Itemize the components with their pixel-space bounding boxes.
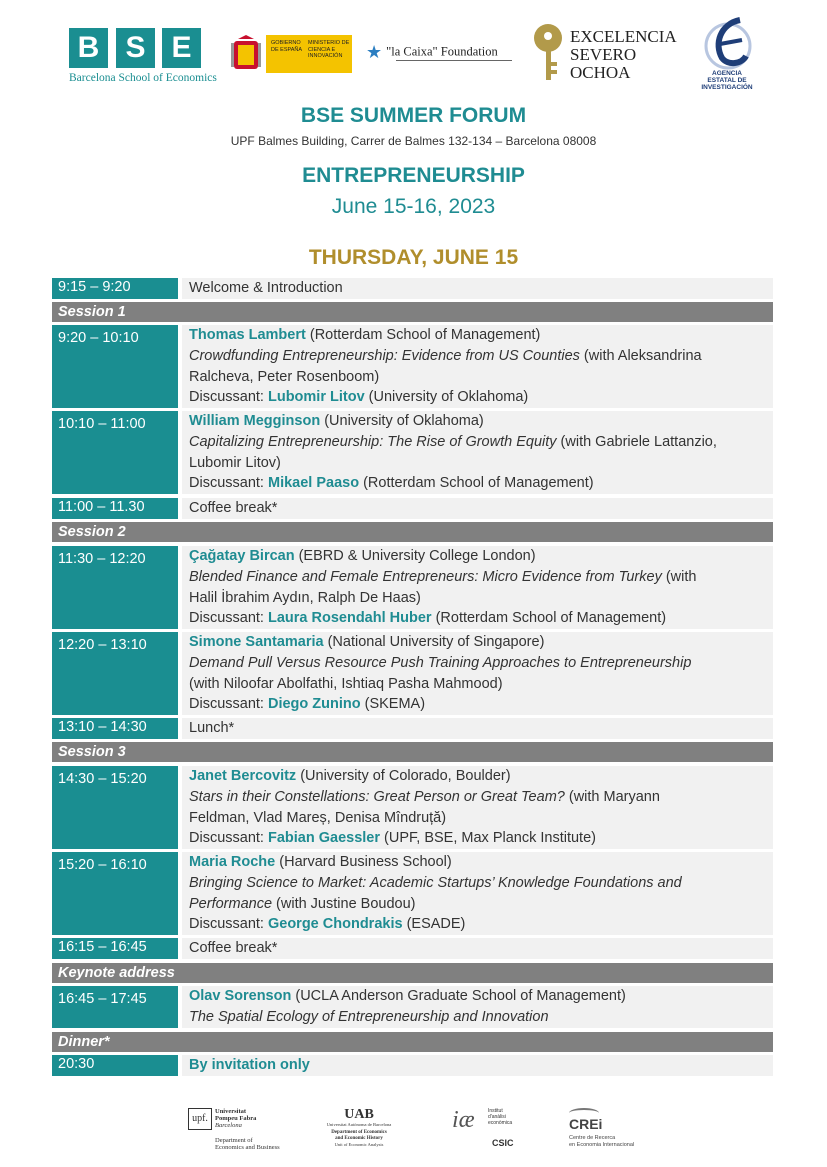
session-header-2: Session 2	[52, 522, 773, 542]
speaker-name: Janet Bercovitz	[189, 768, 297, 784]
star-icon: ★	[366, 42, 383, 62]
severo-line-3: OCHOA	[570, 63, 631, 82]
content-cell	[182, 852, 773, 935]
discussant-affiliation: (Rotterdam School of Management)	[431, 610, 667, 627]
dinner-row	[52, 1055, 773, 1076]
time-cell: 11:30 – 12:20	[52, 546, 178, 629]
lacaixa-text: "la Caixa" Foundation	[386, 44, 498, 59]
crei-line-2: en Economia Internacional	[569, 1141, 635, 1148]
discussant-name: George Chondrakis	[267, 916, 403, 933]
coauthors: (with Gabriele Lattanzio,	[556, 433, 717, 450]
paper-title: The Spatial Ecology of Entrepreneurship and Innovation	[189, 1008, 549, 1025]
session-header-1: Session 1	[52, 302, 773, 322]
time-cell: 12:20 – 13:10	[52, 632, 178, 715]
discussant-name: Lubomir Litov	[267, 389, 365, 406]
content-cell	[182, 766, 773, 849]
uab-line-4: Unit of Economic Analysis	[334, 1141, 384, 1147]
crei-mark: CREi	[569, 1116, 603, 1132]
coauthors: (with Justine Boudou)	[272, 895, 416, 912]
forum-title: BSE SUMMER FORUM	[300, 104, 527, 127]
lunch-text: Lunch*	[189, 720, 235, 736]
bse-letter-b: B	[69, 28, 108, 68]
speaker-name: William Megginson	[189, 413, 321, 429]
aei-line-3: INVESTIGACIÓN	[701, 84, 753, 91]
content-cell	[182, 986, 773, 1028]
welcome-text: Welcome & Introduction	[189, 280, 343, 296]
paper-title: Capitalizing Entrepreneurship: The Rise of Growth Equity	[189, 433, 557, 450]
schedule-row-lunch	[52, 718, 773, 739]
csic-label: CSIC	[492, 1138, 514, 1148]
content-cell	[182, 1055, 773, 1076]
dinner-header: Dinner*	[52, 1032, 773, 1052]
discussant-name: Laura Rosendahl Huber	[267, 610, 432, 627]
speaker-affiliation: (UCLA Anderson Graduate School of Management)	[291, 988, 626, 1004]
speaker-name: Olav Sorenson	[189, 988, 292, 1004]
aei-line-1: AGENCIA	[712, 70, 742, 77]
upf-logo	[188, 1108, 288, 1154]
discussant-name: Fabian Gaessler	[267, 830, 381, 847]
content-cell	[182, 546, 773, 629]
speaker-affiliation: (Harvard Business School)	[275, 854, 452, 870]
key-icon	[532, 22, 564, 89]
coauthors: (with	[661, 568, 697, 585]
talk-row	[52, 766, 773, 849]
topic-title: ENTREPRENEURSHIP	[302, 164, 525, 187]
talk-row	[52, 852, 773, 935]
gov-left-text: GOBIERNO DE ESPAÑA	[271, 40, 303, 53]
uab-line-2: Department of Economics	[331, 1129, 387, 1135]
speaker-name: Simone Santamaria	[189, 634, 324, 650]
speaker-affiliation: (University of Colorado, Boulder)	[296, 768, 511, 784]
time-cell: 16:15 – 16:45	[52, 938, 178, 959]
time-cell: 16:45 – 17:45	[52, 986, 178, 1028]
discussant-affiliation: (Rotterdam School of Management)	[359, 475, 594, 492]
crei-logo	[569, 1108, 649, 1152]
discussant-label: Discussant:	[189, 916, 268, 933]
discussant-label: Discussant:	[189, 610, 268, 627]
upf-line-5: Economics and Business	[215, 1144, 280, 1151]
severo-line-1: EXCELENCIA	[570, 27, 677, 46]
uab-logo	[316, 1108, 402, 1154]
talk-row	[52, 325, 773, 408]
discussant-label: Discussant:	[189, 830, 268, 847]
uab-line-1: Universitat Autònoma de Barcelona	[326, 1122, 392, 1127]
time-cell: 20:30	[52, 1055, 178, 1076]
break-text: Coffee break*	[189, 500, 278, 516]
discussant-name: Diego Zunino	[267, 696, 361, 713]
session-header-3: Session 3	[52, 742, 773, 762]
speaker-name: Çağatay Bircan	[189, 548, 295, 564]
severo-line-2: SEVERO	[570, 45, 637, 64]
discussant-affiliation: (ESADE)	[402, 916, 466, 933]
speaker-name: Thomas Lambert	[189, 327, 306, 343]
uab-mark: UAB	[344, 1107, 374, 1122]
paper-title: Crowdfunding Entrepreneurship: Evidence from US Counties	[189, 347, 580, 364]
bse-letter-s: S	[116, 28, 155, 68]
aei-e-icon	[700, 14, 756, 76]
talk-row	[52, 411, 773, 494]
gobierno-logo	[226, 35, 352, 73]
break-text: Coffee break*	[189, 940, 278, 956]
upf-line-3: Barcelona	[215, 1122, 242, 1129]
talk-row	[52, 632, 773, 715]
coauthors-cont: Lubomir Litov)	[189, 454, 281, 471]
iae-line-2: d'anàlisi	[488, 1114, 506, 1120]
coauthors-cont: Feldman, Vlad Mareș, Denisa Mîndruță)	[189, 809, 447, 826]
discussant-name: Mikael Paaso	[267, 475, 360, 492]
paper-title: Demand Pull Versus Resource Push Training Approaches to Entrepreneurship	[189, 654, 692, 671]
speaker-affiliation: (EBRD & University College London)	[294, 548, 536, 564]
time-cell: 15:20 – 16:10	[52, 852, 178, 935]
content-cell	[182, 632, 773, 715]
schedule-row-coffee	[52, 498, 773, 519]
iae-line-3: econòmica	[488, 1120, 513, 1126]
content-cell	[182, 718, 773, 739]
lacaixa-underline	[396, 60, 512, 61]
coauthors-cont: (with Niloofar Abolfathi, Ishtiaq Pasha Mahmood)	[189, 675, 503, 692]
time-cell: 13:10 – 14:30	[52, 718, 178, 739]
discussant-affiliation: (University of Oklahoma)	[364, 389, 529, 406]
iae-line-1: Institut	[488, 1108, 503, 1114]
content-cell	[182, 498, 773, 519]
speaker-affiliation: (Rotterdam School of Management)	[305, 327, 541, 343]
severo-ochoa-logo	[570, 28, 677, 82]
event-dates: June 15-16, 2023	[331, 195, 496, 218]
content-cell	[182, 938, 773, 959]
upf-mark: upf.	[188, 1108, 212, 1130]
content-cell	[182, 325, 773, 408]
schedule-row-coffee	[52, 938, 773, 959]
time-cell: 11:00 – 11.30	[52, 498, 178, 519]
time-cell: 9:20 – 10:10	[52, 325, 178, 408]
time-cell: 14:30 – 15:20	[52, 766, 178, 849]
bse-subtitle: Barcelona School of Economics	[69, 72, 217, 84]
content-cell	[182, 411, 773, 494]
venue-address: UPF Balmes Building, Carrer de Balmes 132-134 – Barcelona 08008	[230, 134, 597, 148]
discussant-label: Discussant:	[189, 475, 268, 492]
speaker-affiliation: (University of Oklahoma)	[320, 413, 484, 429]
keynote-header: Keynote address	[52, 963, 773, 983]
paper-title: Blended Finance and Female Entrepreneurs: Micro Evidence from Turkey	[189, 568, 662, 585]
time-cell: 9:15 – 9:20	[52, 278, 178, 299]
upf-line-2: Pompeu Fabra	[215, 1115, 257, 1122]
paper-title: Stars in their Constellations: Great Person or Great Team?	[189, 788, 565, 805]
speaker-name: Maria Roche	[189, 854, 276, 870]
discussant-affiliation: (SKEMA)	[360, 696, 426, 713]
uab-line-3: and Economic History	[335, 1135, 383, 1141]
schedule-row-welcome	[52, 278, 773, 299]
coauthors-cont: Halil İbrahim Aydın, Ralph De Haas)	[189, 589, 421, 606]
time-cell: 10:10 – 11:00	[52, 411, 178, 494]
crei-line-1: Centre de Recerca	[569, 1135, 616, 1141]
aei-line-2: ESTATAL DE	[707, 77, 747, 84]
discussant-label: Discussant:	[189, 696, 268, 713]
coauthors-cont: Ralcheva, Peter Rosenboom)	[189, 368, 380, 385]
discussant-affiliation: (UPF, BSE, Max Planck Institute)	[380, 830, 596, 847]
bse-letter-e: E	[162, 28, 201, 68]
talk-row	[52, 546, 773, 629]
coauthors: (with Aleksandrina	[579, 347, 702, 364]
paper-title: Bringing Science to Market: Academic Startups’ Knowledge Foundations and	[189, 874, 682, 891]
day-heading: THURSDAY, JUNE 15	[308, 246, 519, 269]
speaker-affiliation: (National University of Singapore)	[323, 634, 545, 650]
gov-right-text: MINISTERIO DE CIENCIA E INNOVACIÓN	[308, 40, 350, 59]
dinner-text: By invitation only	[189, 1057, 310, 1073]
iae-csic-logo	[452, 1106, 522, 1150]
coauthors: (with Maryann	[564, 788, 660, 805]
upf-line-1: Universitat	[215, 1108, 247, 1115]
keynote-row	[52, 986, 773, 1028]
discussant-label: Discussant:	[189, 389, 268, 406]
paper-title-cont: Performance	[189, 895, 273, 912]
aei-text	[693, 70, 761, 91]
spain-coat-of-arms-icon	[226, 35, 266, 73]
content-cell	[182, 278, 773, 299]
iae-mark: iæ	[452, 1107, 475, 1133]
upf-line-4: Department of	[215, 1137, 253, 1144]
